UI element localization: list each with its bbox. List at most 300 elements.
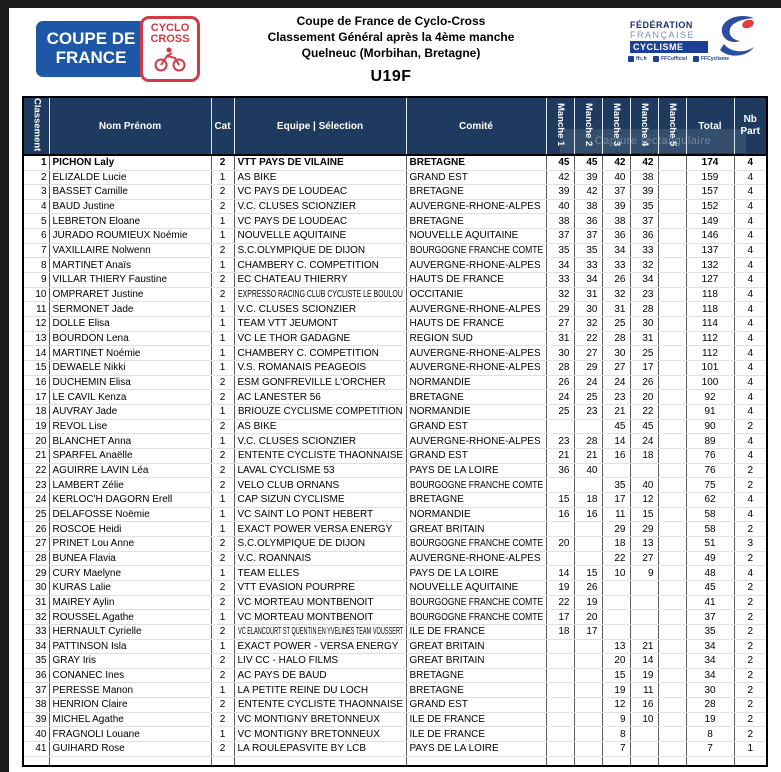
cell-rank: 36 — [23, 668, 49, 683]
cell-m2 — [574, 419, 602, 434]
table-row — [23, 712, 767, 727]
cell-m2: 22 — [574, 331, 602, 346]
cell-m1 — [546, 742, 574, 757]
cell-team: EC CHATEAU THIERRY — [234, 273, 406, 288]
cell-total: 35 — [686, 624, 734, 639]
table-row — [23, 668, 767, 683]
cell-total: 62 — [686, 492, 734, 507]
cell-m1: 18 — [546, 624, 574, 639]
cell-m4: 26 — [630, 375, 658, 390]
cell-part: 2 — [734, 698, 767, 713]
cell-m3: 23 — [602, 390, 630, 405]
cell-part: 4 — [734, 566, 767, 581]
badge-line2: CROSS — [150, 33, 190, 45]
header-manche-3: Manche 3 — [602, 97, 630, 155]
cell-m2: 36 — [574, 214, 602, 229]
cell-m1: 21 — [546, 448, 574, 463]
cell-name: CONANEC Ines — [49, 668, 211, 683]
window-edge-left — [0, 0, 9, 772]
cell-m4: 45 — [630, 419, 658, 434]
cell-cat: 2 — [211, 536, 234, 551]
cell-m1: 30 — [546, 346, 574, 361]
cell-empty — [658, 756, 686, 766]
cell-cat: 2 — [211, 419, 234, 434]
cell-team: AS BIKE — [234, 419, 406, 434]
cell-m4: 35 — [630, 199, 658, 214]
cell-committee: GREAT BRITAIN — [406, 654, 546, 669]
cell-team: ENTENTE CYCLISTE THAONNAISE — [234, 698, 406, 713]
cell-m3: 37 — [602, 185, 630, 200]
cell-team: V.C. CLUSES SCIONZIER — [234, 302, 406, 317]
title-competition: Coupe de France de Cyclo-Cross — [296, 14, 486, 28]
social-twitter: FFCyclisme — [693, 56, 729, 62]
cell-m3: 30 — [602, 346, 630, 361]
ffc-logo-text — [630, 20, 708, 53]
cell-m2: 21 — [574, 448, 602, 463]
cell-team: ENTENTE CYCLISTE THAONNAISE — [234, 448, 406, 463]
cell-cat: 2 — [211, 185, 234, 200]
cell-team: VTT EVASION POURPRE — [234, 580, 406, 595]
cell-cat: 1 — [211, 258, 234, 273]
cell-rank: 25 — [23, 507, 49, 522]
cell-total: 112 — [686, 346, 734, 361]
table-row — [23, 361, 767, 376]
table-row — [23, 551, 767, 566]
cell-m3: 27 — [602, 361, 630, 376]
cell-name: MAIREY Aylin — [49, 595, 211, 610]
cell-name: CURY Maelyne — [49, 566, 211, 581]
cell-name: BASSET Camille — [49, 185, 211, 200]
cell-team: V.C. CLUSES SCIONZIER — [234, 434, 406, 449]
cell-name: KERLOC'H DAGORN Erell — [49, 492, 211, 507]
cell-committee: GREAT BRITAIN — [406, 639, 546, 654]
ffc-social-links — [628, 56, 748, 62]
cell-m1 — [546, 654, 574, 669]
cell-m4 — [630, 610, 658, 625]
cell-committee: PAYS DE LA LOIRE — [406, 463, 546, 478]
cell-rank: 8 — [23, 258, 49, 273]
web-icon — [628, 56, 634, 62]
cell-part: 2 — [734, 580, 767, 595]
cell-m3 — [602, 463, 630, 478]
cell-m4: 30 — [630, 317, 658, 332]
cell-empty — [406, 756, 546, 766]
cell-m1: 25 — [546, 405, 574, 420]
cell-m1 — [546, 551, 574, 566]
header-equipe: Equipe | Sélection — [234, 97, 406, 155]
cell-name: DUCHEMIN Elisa — [49, 375, 211, 390]
cell-team: CHAMBERY C. COMPETITION — [234, 346, 406, 361]
cell-team: LAVAL CYCLISME 53 — [234, 463, 406, 478]
cell-committee: PAYS DE LA LOIRE — [406, 742, 546, 757]
table-row — [23, 199, 767, 214]
results-body — [23, 155, 767, 766]
table-row — [23, 258, 767, 273]
cell-part: 2 — [734, 419, 767, 434]
cell-name: AUVRAY Jade — [49, 405, 211, 420]
cell-m1: 34 — [546, 258, 574, 273]
cell-committee: AUVERGNE-RHONE-ALPES — [406, 346, 546, 361]
cell-part: 4 — [734, 155, 767, 170]
cell-m2: 18 — [574, 492, 602, 507]
cell-part: 2 — [734, 478, 767, 493]
badge-line1: CYCLO — [150, 22, 190, 34]
cell-name: FRAGNOLI Louane — [49, 727, 211, 742]
cell-m3 — [602, 610, 630, 625]
cell-committee: BRETAGNE — [406, 668, 546, 683]
cell-m5 — [658, 361, 686, 376]
cell-team: VC MORTEAU MONTBENOIT — [234, 595, 406, 610]
cell-m4: 20 — [630, 390, 658, 405]
cell-committee: AUVERGNE-RHONE-ALPES — [406, 302, 546, 317]
cell-name: LEBRETON Eloane — [49, 214, 211, 229]
cell-committee: HAUTS DE FRANCE — [406, 273, 546, 288]
cell-part: 4 — [734, 287, 767, 302]
cell-cat: 2 — [211, 463, 234, 478]
cell-team: S.C.OLYMPIQUE DE DIJON — [234, 536, 406, 551]
cell-m1: 42 — [546, 170, 574, 185]
cell-m5 — [658, 243, 686, 258]
table-row — [23, 287, 767, 302]
cell-m1: 37 — [546, 229, 574, 244]
cell-name: ROUSSEL Agathe — [49, 610, 211, 625]
cell-name: BOURDON Lena — [49, 331, 211, 346]
coupe-de-france-logo-text — [36, 21, 146, 77]
cell-total: 101 — [686, 361, 734, 376]
cell-m1 — [546, 698, 574, 713]
cell-part: 4 — [734, 405, 767, 420]
cell-empty — [686, 756, 734, 766]
cell-rank: 30 — [23, 580, 49, 595]
cell-part: 1 — [734, 742, 767, 757]
cell-team: VC ELANCOURT ST QUENTIN EN YVELINES TEAM VOUSSERT — [234, 624, 406, 639]
cell-m4: 28 — [630, 302, 658, 317]
cell-m3: 26 — [602, 273, 630, 288]
cell-m3 — [602, 595, 630, 610]
cell-total: 137 — [686, 243, 734, 258]
cell-team: TEAM VTT JEUMONT — [234, 317, 406, 332]
cell-committee: BRETAGNE — [406, 155, 546, 170]
title-classement: Classement Général après la 4ème manche — [267, 30, 515, 44]
cell-m4 — [630, 624, 658, 639]
cell-total: 48 — [686, 566, 734, 581]
cell-m2 — [574, 742, 602, 757]
cell-m1: 16 — [546, 507, 574, 522]
cell-committee: BRETAGNE — [406, 390, 546, 405]
cell-team: VC MONTIGNY BRETONNEUX — [234, 712, 406, 727]
cell-team: TEAM ELLES — [234, 566, 406, 581]
cell-m5 — [658, 580, 686, 595]
cell-committee: AUVERGNE-RHONE-ALPES — [406, 551, 546, 566]
cell-rank: 41 — [23, 742, 49, 757]
cell-part: 4 — [734, 229, 767, 244]
cell-cat: 2 — [211, 624, 234, 639]
social-facebook: FFCofficiel — [653, 56, 687, 62]
table-row — [23, 478, 767, 493]
table-row — [23, 507, 767, 522]
table-row — [23, 375, 767, 390]
header-manche-4: Manche 4 — [630, 97, 658, 155]
cell-m1: 36 — [546, 463, 574, 478]
cell-m4: 42 — [630, 155, 658, 170]
cell-m2: 45 — [574, 155, 602, 170]
cell-rank: 13 — [23, 331, 49, 346]
cell-m2 — [574, 522, 602, 537]
cell-m3: 19 — [602, 683, 630, 698]
cell-team: VTT PAYS DE VILAINE — [234, 155, 406, 170]
cell-m1: 40 — [546, 199, 574, 214]
cell-m1: 14 — [546, 566, 574, 581]
cell-cat: 2 — [211, 595, 234, 610]
table-row — [23, 214, 767, 229]
cell-name: GUIHARD Rose — [49, 742, 211, 757]
cell-rank: 3 — [23, 185, 49, 200]
cell-team: AC LANESTER 56 — [234, 390, 406, 405]
table-row — [23, 185, 767, 200]
cell-m5 — [658, 639, 686, 654]
cell-committee: ILE DE FRANCE — [406, 712, 546, 727]
table-row — [23, 331, 767, 346]
table-row — [23, 624, 767, 639]
cell-team: V.S. ROMANAIS PEAGEOIS — [234, 361, 406, 376]
cell-name: MARTINET Noémie — [49, 346, 211, 361]
cell-cat: 2 — [211, 668, 234, 683]
cell-cat: 2 — [211, 580, 234, 595]
cell-m3: 36 — [602, 229, 630, 244]
cell-m3: 32 — [602, 287, 630, 302]
cell-rank: 29 — [23, 566, 49, 581]
cell-m4: 32 — [630, 258, 658, 273]
cell-team: VELO CLUB ORNANS — [234, 478, 406, 493]
cell-rank: 10 — [23, 287, 49, 302]
table-row — [23, 229, 767, 244]
cell-m1: 24 — [546, 390, 574, 405]
cell-total: 37 — [686, 610, 734, 625]
cell-m2 — [574, 727, 602, 742]
cell-part: 2 — [734, 463, 767, 478]
cell-m3: 33 — [602, 258, 630, 273]
cell-m2: 24 — [574, 375, 602, 390]
table-row — [23, 580, 767, 595]
cell-m1 — [546, 668, 574, 683]
cell-total: 89 — [686, 434, 734, 449]
cell-m2 — [574, 478, 602, 493]
cell-total: 149 — [686, 214, 734, 229]
cell-total: 41 — [686, 595, 734, 610]
logo-line1: COUPE DE — [46, 29, 136, 48]
cell-team: LA ROULEPASVITE BY LCB — [234, 742, 406, 757]
cell-committee: GRAND EST — [406, 448, 546, 463]
cell-cat: 2 — [211, 243, 234, 258]
cell-m3: 21 — [602, 405, 630, 420]
cell-m1: 22 — [546, 595, 574, 610]
cell-m4: 14 — [630, 654, 658, 669]
cell-total: 34 — [686, 654, 734, 669]
cell-m3: 22 — [602, 551, 630, 566]
cell-m5 — [658, 229, 686, 244]
cell-total: 34 — [686, 639, 734, 654]
cell-empty — [734, 756, 767, 766]
cell-m5 — [658, 273, 686, 288]
cell-committee: GRAND EST — [406, 419, 546, 434]
cell-m4: 11 — [630, 683, 658, 698]
cell-part: 4 — [734, 258, 767, 273]
cell-name: GRAY Iris — [49, 654, 211, 669]
cell-committee: BOURGOGNE FRANCHE COMTE — [406, 478, 546, 493]
cell-committee: REGION SUD — [406, 331, 546, 346]
cell-team: AS BIKE — [234, 170, 406, 185]
table-row — [23, 463, 767, 478]
cell-part: 2 — [734, 551, 767, 566]
cell-total: 91 — [686, 405, 734, 420]
cell-part: 2 — [734, 639, 767, 654]
cell-empty — [630, 756, 658, 766]
cell-m4: 16 — [630, 698, 658, 713]
cell-cat: 1 — [211, 566, 234, 581]
cell-cat: 1 — [211, 331, 234, 346]
cell-m4: 15 — [630, 507, 658, 522]
cell-m2: 33 — [574, 258, 602, 273]
cell-part: 4 — [734, 302, 767, 317]
cell-name: MARTINET Anaïs — [49, 258, 211, 273]
cell-total: 28 — [686, 698, 734, 713]
cell-committee: BOURGOGNE FRANCHE COMTE — [406, 536, 546, 551]
cell-m5 — [658, 492, 686, 507]
cell-rank: 40 — [23, 727, 49, 742]
cell-m3: 24 — [602, 375, 630, 390]
cell-m5 — [658, 258, 686, 273]
cell-cat: 2 — [211, 287, 234, 302]
cell-m2: 38 — [574, 199, 602, 214]
cell-m5 — [658, 595, 686, 610]
cell-committee: BRETAGNE — [406, 185, 546, 200]
cell-m4: 10 — [630, 712, 658, 727]
cell-total: 76 — [686, 448, 734, 463]
cell-cat: 2 — [211, 654, 234, 669]
title-category: U19F — [370, 68, 412, 85]
cell-cat: 1 — [211, 683, 234, 698]
cell-cat: 2 — [211, 551, 234, 566]
cell-empty — [211, 756, 234, 766]
header-nb-part: Nb Part — [734, 97, 767, 155]
empty-row — [23, 756, 767, 766]
cell-m1: 20 — [546, 536, 574, 551]
cell-name: DOLLE Elisa — [49, 317, 211, 332]
cell-name: HERNAULT Cyrielle — [49, 624, 211, 639]
cell-m5 — [658, 317, 686, 332]
cell-part: 2 — [734, 595, 767, 610]
cell-rank: 37 — [23, 683, 49, 698]
cell-m1: 27 — [546, 317, 574, 332]
table-row — [23, 302, 767, 317]
cell-committee: AUVERGNE-RHONE-ALPES — [406, 361, 546, 376]
cell-part: 2 — [734, 668, 767, 683]
document-titles — [196, 13, 586, 86]
cell-total: 157 — [686, 185, 734, 200]
cell-m4 — [630, 742, 658, 757]
cell-m1: 35 — [546, 243, 574, 258]
cell-m1: 17 — [546, 610, 574, 625]
cell-m2: 34 — [574, 273, 602, 288]
coupe-de-france-logo — [36, 16, 204, 82]
cell-committee: GRAND EST — [406, 698, 546, 713]
cell-part: 4 — [734, 331, 767, 346]
cell-m4: 13 — [630, 536, 658, 551]
table-row — [23, 390, 767, 405]
cell-committee: OCCITANIE — [406, 287, 546, 302]
cell-total: 112 — [686, 331, 734, 346]
cell-rank: 26 — [23, 522, 49, 537]
cell-part: 2 — [734, 624, 767, 639]
cell-m5 — [658, 654, 686, 669]
cell-total: 75 — [686, 478, 734, 493]
cell-rank: 33 — [23, 624, 49, 639]
cell-m4 — [630, 727, 658, 742]
cell-m1: 33 — [546, 273, 574, 288]
cell-team: NOUVELLE AQUITAINE — [234, 229, 406, 244]
cell-m3: 9 — [602, 712, 630, 727]
cell-part: 4 — [734, 507, 767, 522]
cell-m3: 29 — [602, 522, 630, 537]
cell-cat: 1 — [211, 610, 234, 625]
cell-m3: 40 — [602, 170, 630, 185]
cell-m4: 21 — [630, 639, 658, 654]
cell-committee: NORMANDIE — [406, 507, 546, 522]
cell-m2: 42 — [574, 185, 602, 200]
cell-m2: 19 — [574, 595, 602, 610]
cell-m4: 36 — [630, 229, 658, 244]
cell-rank: 14 — [23, 346, 49, 361]
cell-rank: 1 — [23, 155, 49, 170]
cell-team: VC MONTIGNY BRETONNEUX — [234, 727, 406, 742]
cell-part: 4 — [734, 346, 767, 361]
cell-part: 4 — [734, 361, 767, 376]
table-row — [23, 155, 767, 170]
table-row — [23, 698, 767, 713]
cell-m5 — [658, 375, 686, 390]
cell-part: 4 — [734, 317, 767, 332]
cell-rank: 17 — [23, 390, 49, 405]
cell-cat: 2 — [211, 273, 234, 288]
cell-cat: 2 — [211, 448, 234, 463]
cell-total: 127 — [686, 273, 734, 288]
cell-rank: 31 — [23, 595, 49, 610]
cell-committee: NOUVELLE AQUITAINE — [406, 229, 546, 244]
cell-m3: 35 — [602, 478, 630, 493]
cell-name: DEWAELE Nikki — [49, 361, 211, 376]
cell-part: 3 — [734, 536, 767, 551]
cell-part: 4 — [734, 434, 767, 449]
cell-m2 — [574, 683, 602, 698]
cell-empty — [49, 756, 211, 766]
cell-total: 146 — [686, 229, 734, 244]
cell-m3: 7 — [602, 742, 630, 757]
cell-m1 — [546, 522, 574, 537]
cell-committee: ILE DE FRANCE — [406, 624, 546, 639]
cell-rank: 27 — [23, 536, 49, 551]
cell-m1 — [546, 478, 574, 493]
cell-m4: 22 — [630, 405, 658, 420]
cell-part: 2 — [734, 683, 767, 698]
window-edge-top — [0, 0, 781, 8]
table-row — [23, 654, 767, 669]
cell-rank: 22 — [23, 463, 49, 478]
cell-rank: 34 — [23, 639, 49, 654]
header-manche-5: Manche 5 — [658, 97, 686, 155]
cell-m5 — [658, 302, 686, 317]
header-manche-1: Manche 1 — [546, 97, 574, 155]
cell-cat: 1 — [211, 434, 234, 449]
